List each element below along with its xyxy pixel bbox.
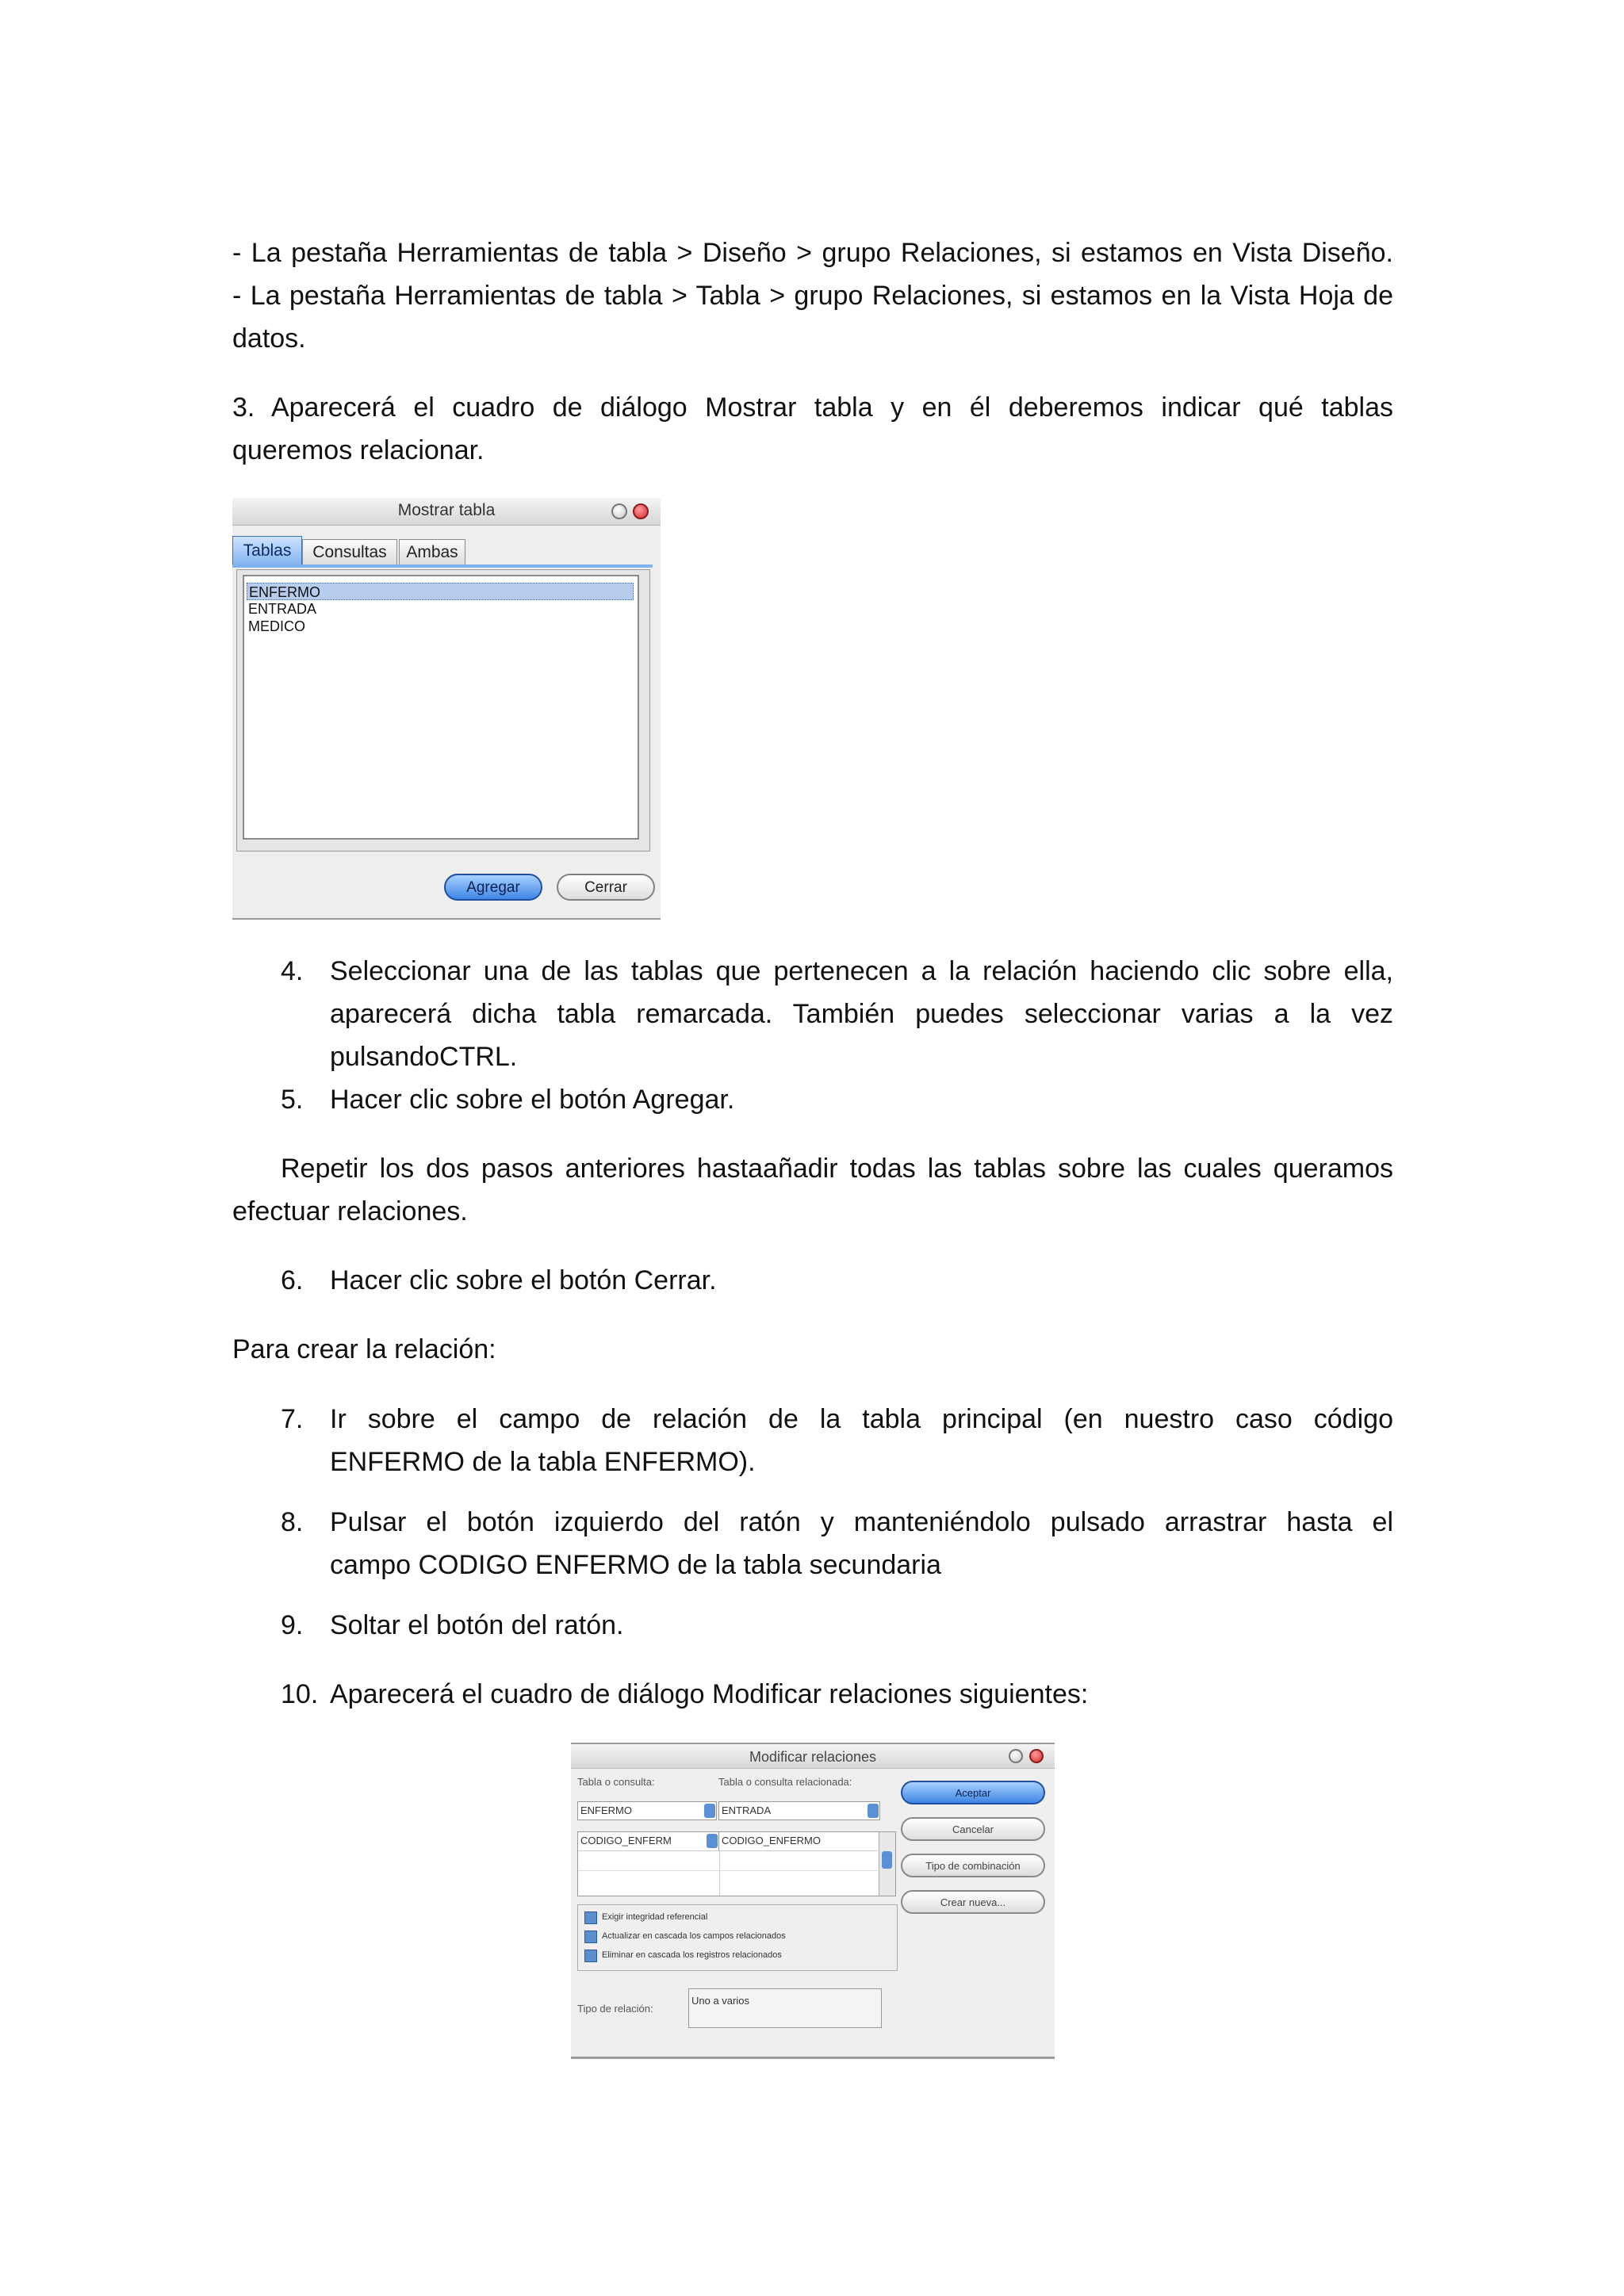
step8-line-1: Pulsar el botón izquierdo del ratón y manteniéndolo pulsado arrastrar hasta el — [330, 1507, 1393, 1537]
tables-listbox[interactable] — [243, 575, 639, 840]
tab-underline — [232, 564, 653, 568]
campo-right-cell[interactable] — [719, 1832, 878, 1851]
step-number: 8. — [281, 1507, 304, 1537]
label-relacionada: Tabla o consulta relacionada: — [718, 1776, 852, 1788]
spinner-icon — [707, 1834, 718, 1848]
grid-col-divider — [719, 1851, 720, 1896]
intro-line-1: - La pestaña Herramientas de tabla > Diseño > grupo Relaciones, si estamos en Vista Diseño. — [232, 238, 1393, 268]
step-number: 10. — [281, 1679, 319, 1709]
step3-line-2: queremos relacionar. — [232, 435, 485, 465]
close-icon[interactable] — [1029, 1749, 1044, 1763]
crear-nueva-button[interactable]: Crear nueva... — [901, 1890, 1045, 1914]
campo-right-value: CODIGO_ENFERMO — [722, 1835, 821, 1846]
para-crear-heading: Para crear la relación: — [232, 1334, 496, 1364]
dialog-titlebar — [232, 498, 661, 526]
agregar-button[interactable]: Agregar — [444, 874, 542, 901]
check-label: Exigir integridad referencial — [602, 1912, 708, 1922]
check-label: Actualizar en cascada los campos relacionados — [602, 1931, 786, 1941]
step3-line-1: 3. Aparecerá el cuadro de diálogo Mostrar tabla y en él deberemos indicar qué tablas — [232, 392, 1393, 423]
dialog-titlebar — [571, 1744, 1055, 1769]
repeat-line-1: Repetir los dos pasos anteriores hastaañadir todas las tablas sobre las cuales queramos — [281, 1154, 1393, 1184]
tabla-select[interactable] — [577, 1801, 717, 1820]
intro-line-2: - La pestaña Herramientas de tabla > Tabla > grupo Relaciones, si estamos en la Vista Hoja de — [232, 281, 1393, 311]
step8-line-2: campo CODIGO ENFERMO de la tabla secundaria — [330, 1550, 941, 1580]
modificar-relaciones-dialog — [571, 1743, 1055, 2059]
tab-consultas[interactable]: Consultas — [302, 539, 397, 566]
tipo-combinacion-button[interactable]: Tipo de combinación — [901, 1854, 1045, 1877]
step-number: 5. — [281, 1085, 304, 1115]
step-number: 6. — [281, 1265, 304, 1295]
checkbox-eliminar[interactable] — [584, 1950, 597, 1962]
minimize-icon[interactable] — [1009, 1749, 1023, 1763]
checkbox-integridad[interactable] — [584, 1911, 597, 1924]
spinner-icon — [868, 1804, 879, 1818]
step-number: 7. — [281, 1404, 304, 1434]
list-item[interactable]: ENTRADA — [248, 601, 317, 617]
repeat-line-2: efectuar relaciones. — [232, 1196, 468, 1226]
close-icon[interactable] — [633, 503, 649, 519]
check-label: Eliminar en cascada los registros relacionados — [602, 1950, 782, 1960]
step10-line: Aparecerá el cuadro de diálogo Modificar relaciones siguientes: — [330, 1679, 1089, 1709]
step7-line-2: ENFERMO de la tabla ENFERMO). — [330, 1447, 756, 1477]
step5-line-1: Hacer clic sobre el botón Agregar. — [330, 1085, 735, 1115]
step-number: 4. — [281, 956, 304, 986]
dialog-title: Modificar relaciones — [749, 1749, 877, 1765]
step4-line-2: aparecerá dicha tabla remarcada. También puedes seleccionar varias a la vez — [330, 999, 1393, 1029]
minimize-icon[interactable] — [611, 503, 627, 519]
grid-row-divider — [578, 1870, 878, 1871]
intro-line-3: datos. — [232, 323, 306, 354]
tab-ambas[interactable]: Ambas — [399, 539, 465, 566]
aceptar-button[interactable]: Aceptar — [901, 1781, 1045, 1804]
list-item[interactable]: MEDICO — [248, 618, 305, 634]
label-tipo: Tipo de relación: — [577, 2003, 653, 2015]
fields-grid[interactable] — [577, 1831, 896, 1896]
options-group — [577, 1904, 898, 1971]
step6-line: Hacer clic sobre el botón Cerrar. — [330, 1265, 717, 1295]
step4-line-1: Seleccionar una de las tablas que pertenecen a la relación haciendo clic sobre ella, — [330, 956, 1393, 986]
cerrar-button[interactable]: Cerrar — [557, 874, 655, 901]
step-number: 9. — [281, 1610, 304, 1640]
grid-scrollbar[interactable] — [879, 1832, 895, 1896]
tab-tablas[interactable]: Tablas — [232, 536, 302, 566]
tipo-relacion-field: Uno a varios — [688, 1988, 882, 2028]
mostrar-tabla-dialog — [232, 498, 661, 920]
campo-left-value: CODIGO_ENFERM — [580, 1835, 672, 1846]
step7-line-1: Ir sobre el campo de relación de la tabla principal (en nuestro caso código — [330, 1404, 1393, 1434]
cancelar-button[interactable]: Cancelar — [901, 1817, 1045, 1841]
relacionada-select[interactable] — [718, 1801, 880, 1820]
label-tabla: Tabla o consulta: — [577, 1776, 655, 1788]
spinner-icon — [704, 1804, 715, 1818]
tabla-value: ENFERMO — [580, 1804, 632, 1816]
checkbox-actualizar[interactable] — [584, 1931, 597, 1943]
list-item[interactable]: ENFERMO — [247, 583, 634, 600]
scrollbar-thumb[interactable] — [882, 1851, 892, 1869]
step9-line: Soltar el botón del ratón. — [330, 1610, 624, 1640]
dialog-title: Mostrar tabla — [397, 501, 496, 519]
tables-panel — [236, 569, 650, 851]
step4-line-3: pulsandoCTRL. — [330, 1042, 518, 1072]
campo-left-cell[interactable] — [578, 1832, 719, 1851]
relacionada-value: ENTRADA — [722, 1804, 772, 1816]
